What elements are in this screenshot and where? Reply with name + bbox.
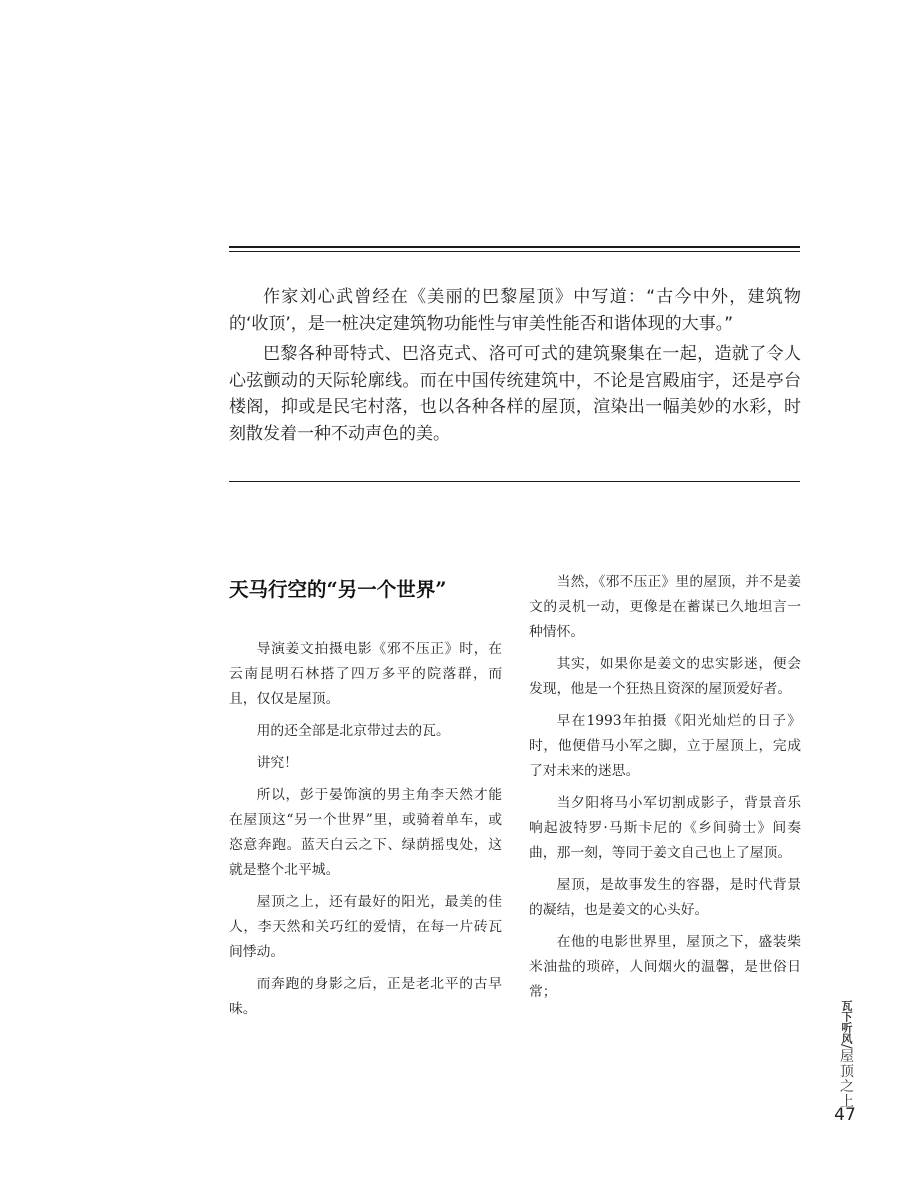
section-divider <box>229 481 800 482</box>
left-paragraph: 屋顶之上，还有最好的阳光，最美的佳人，李天然和关巧红的爱情，在每一片砖瓦间悸动。 <box>229 894 502 960</box>
top-rule-thin <box>229 251 800 252</box>
series-name: 瓦下听风 <box>840 1000 853 1044</box>
running-head-separator: / <box>838 1044 854 1049</box>
left-paragraph: 用的还全部是北京带过去的瓦。 <box>256 723 450 739</box>
running-head <box>832 1000 856 1109</box>
left-column <box>229 637 502 1029</box>
left-paragraph: 导演姜文拍摄电影《邪不压正》时，在云南昆明石林搭了四万多平的院落群，而且，仅仅是屋顶。 <box>229 641 502 707</box>
page-number: 47 <box>834 1105 856 1125</box>
intro-paragraph-2: 巴黎各种哥特式、巴洛克式、洛可可式的建筑聚集在一起，造就了令人心弦颤动的天际轮廓线。而在中国传统建筑中，不论是宫殿庙宇，还是亭台楼阁，抑或是民宅村落，也以各种各样的屋顶，渲染出一幅美妙的水彩，时刻散发着一种不动声色的美。 <box>229 344 801 444</box>
right-paragraph: 早在1993年拍摄《阳光灿烂的日子》时，他便借马小军之脚，立于屋顶上，完成了对未来的迷思。 <box>529 713 801 779</box>
left-paragraph: 讲究！ <box>256 755 298 771</box>
intro-paragraph-1: 作家刘心武曾经在《美丽的巴黎屋顶》中写道：“古今中外，建筑物的‘收顶’，是一桩决定建筑物功能性与审美性能否和谐体现的大事。” <box>229 287 801 334</box>
right-paragraph: 在他的电影世界里，屋顶之下，盛装柴米油盐的琐碎，人间烟火的温馨，是世俗日常； <box>529 934 801 1000</box>
section-title: 天马行空的“另一个世界” <box>229 578 447 601</box>
top-rule-thick <box>229 246 800 248</box>
chapter-name: 屋顶之上 <box>838 1048 854 1109</box>
right-paragraph: 屋顶，是故事发生的容器，是时代背景的凝结，也是姜文的心头好。 <box>529 877 801 918</box>
left-paragraph: 而奔跑的身影之后，正是老北平的古早味。 <box>229 976 502 1017</box>
left-paragraph: 所以，彭于晏饰演的男主角李天然才能在屋顶这“另一个世界”里，或骑着单车，或恣意奔跑。蓝天白云之下、绿荫摇曳处，这就是整个北平城。 <box>229 787 502 878</box>
right-paragraph: 当夕阳将马小军切割成影子，背景音乐响起波特罗·马斯卡尼的《乡间骑士》间奏曲，那一刻，等同于姜文自己也上了屋顶。 <box>529 795 801 861</box>
intro-block <box>229 284 801 451</box>
right-paragraph: 当然，《邪不压正》里的屋顶，并不是姜文的灵机一动，更像是在蓄谋已久地坦言一种情怀。 <box>529 574 801 640</box>
right-column <box>529 570 801 1012</box>
right-paragraph: 其实，如果你是姜文的忠实影迷，便会发现，他是一个狂热且资深的屋顶爱好者。 <box>529 656 801 697</box>
